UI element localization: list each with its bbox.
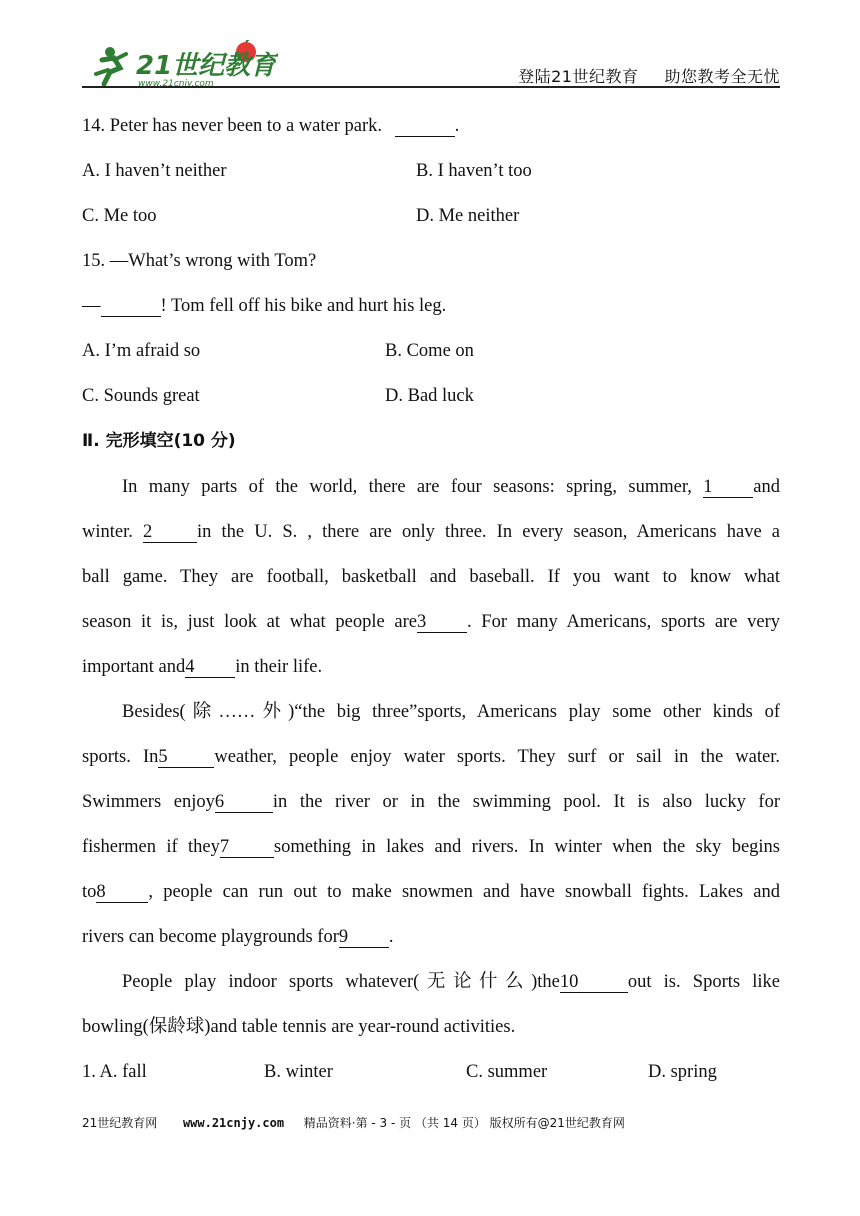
passage-p3-line1: People play indoor sports whatever(无论什么)the10 out is. Sports like <box>122 972 780 992</box>
passage-p2-line1: Besides(除……外)“the big three”sports, Americans play some other kinds of <box>122 702 780 722</box>
q1-option-a: 1. A. fall <box>82 1062 147 1082</box>
footer-page-info: 精品资料·第 - 3 - 页 （共 14 页） 版权所有@21世纪教育网 <box>303 1116 625 1130</box>
q14-option-d: D. Me neither <box>416 206 520 226</box>
page-footer <box>82 1114 625 1131</box>
passage-p1-line2: winter. 2 in the U. S. , there are only three. In every season, Americans have a <box>82 522 780 542</box>
q1-option-d: D. spring <box>648 1062 717 1082</box>
passage-p1-line5: important and4 in their life. <box>82 657 323 677</box>
header-motto-text: 助您教考全无忧 <box>664 67 780 86</box>
gap-4: 4 <box>185 657 235 678</box>
passage-p2-line6: rivers can become playgrounds for9 . <box>82 927 394 947</box>
q15-option-d: D. Bad luck <box>385 386 474 406</box>
gap-6: 6 <box>215 792 273 813</box>
gap-3: 3 <box>417 612 467 633</box>
passage-p2-line5: to8 , people can run out to make snowmen and have snowball fights. Lakes and <box>82 882 780 902</box>
gap-5: 5 <box>158 747 214 768</box>
q15-option-c: C. Sounds great <box>82 386 200 406</box>
question-14 <box>82 116 459 137</box>
question-15-reply <box>82 296 446 317</box>
footer-site: 21世纪教育网 <box>82 1116 158 1130</box>
gap-9: 9 <box>339 927 389 948</box>
gap-7: 7 <box>220 837 274 858</box>
q1-option-b: B. winter <box>264 1062 333 1082</box>
gap-2: 2 <box>143 522 197 543</box>
footer-url[interactable]: www.21cnjy.com <box>182 1116 285 1130</box>
header-login-text: 登陆21世纪教育 <box>518 67 639 86</box>
question-14-blank <box>395 116 455 137</box>
gap-1: 1 <box>703 477 753 498</box>
q1-option-c: C. summer <box>466 1062 548 1082</box>
q14-option-b: B. I haven’t too <box>416 161 532 181</box>
gap-8: 8 <box>96 882 148 903</box>
reply-dash: — <box>82 296 101 316</box>
site-logo <box>88 40 278 90</box>
gap-10: 10 <box>560 972 628 993</box>
logo-url: www.21cnjy.com <box>138 79 214 89</box>
q15-option-b: B. Come on <box>385 341 474 361</box>
question-15-blank <box>101 296 161 317</box>
q14-option-a: A. I haven’t neither <box>82 161 227 181</box>
q14-option-c: C. Me too <box>82 206 157 226</box>
header-divider <box>82 86 780 88</box>
passage-p2-line4: fishermen if they7 something in lakes and rivers. In winter when the sky begins <box>82 837 780 857</box>
runner-logo-icon <box>96 47 126 84</box>
passage-p1-line1: In many parts of the world, there are four seasons: spring, summer, 1 and <box>122 477 781 497</box>
passage-p2-line2: sports. In5 weather, people enjoy water sports. They surf or sail in the water. <box>82 747 780 767</box>
logo-text: 21世纪教育 <box>136 51 277 81</box>
passage-p1-line4: season it is, just look at what people are3 . For many Americans, sports are very <box>82 612 780 632</box>
header-slogan <box>518 64 780 87</box>
question-15-stem: 15. —What’s wrong with Tom? <box>82 251 317 271</box>
reply-text: ! Tom fell off his bike and hurt his leg. <box>160 296 447 316</box>
q15-option-a: A. I’m afraid so <box>82 341 201 361</box>
question-14-stem: 14. Peter has never been to a water park. <box>82 116 382 136</box>
passage-p2-line3: Swimmers enjoy6 in the river or in the swimming pool. It is also lucky for <box>82 792 781 812</box>
passage-p3-line2: bowling(保龄球)and table tennis are year-round activities. <box>82 1017 516 1037</box>
passage-p1-line3: ball game. They are football, basketball and baseball. If you want to know what <box>82 567 780 587</box>
section-2-title: Ⅱ. 完形填空(10 分) <box>82 431 236 451</box>
question-14-period: . <box>454 116 460 136</box>
